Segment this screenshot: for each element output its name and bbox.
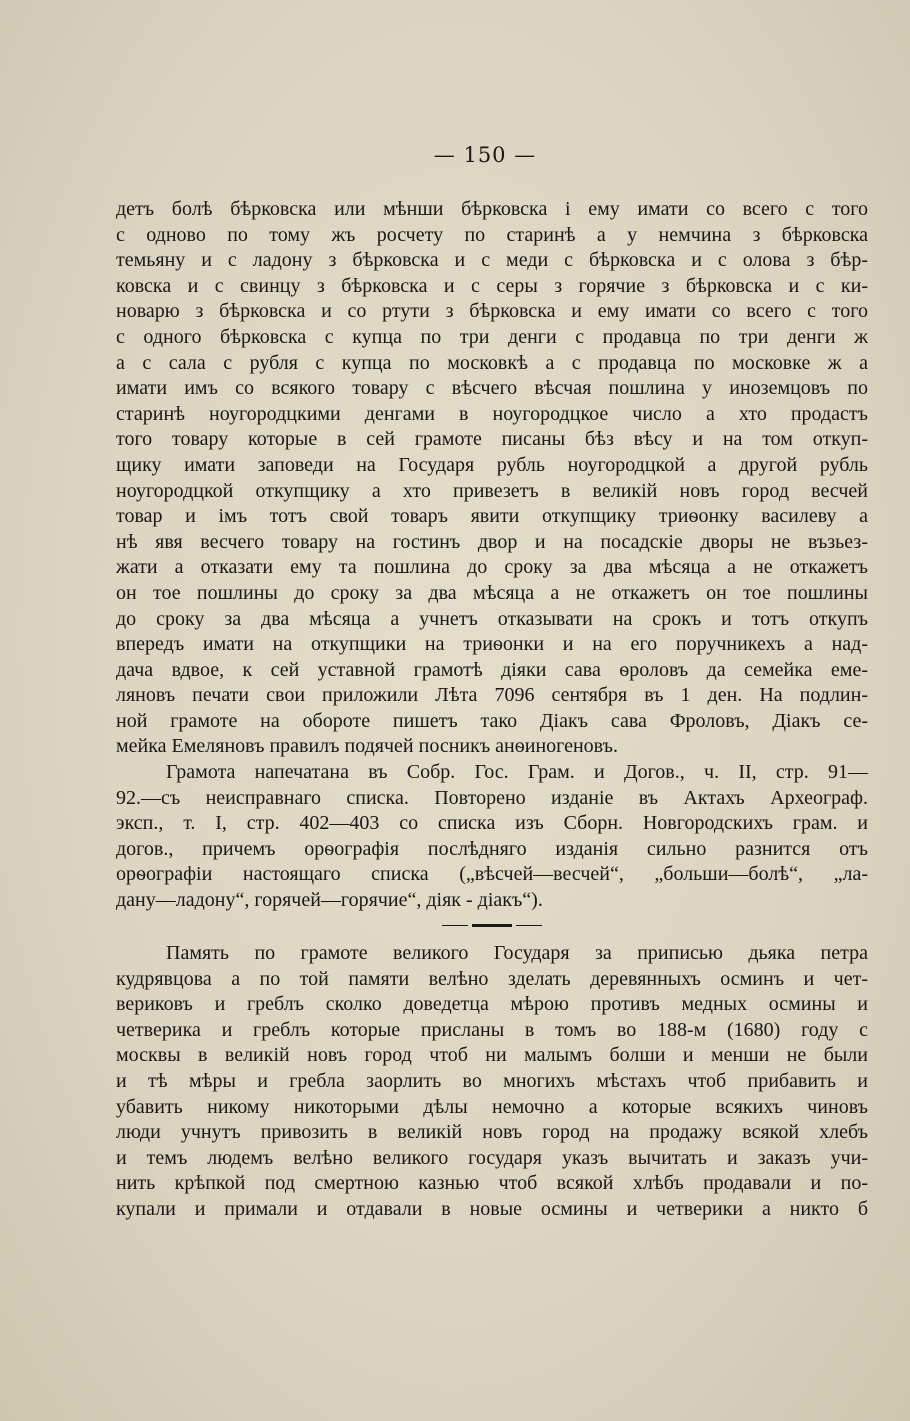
text-line: ковска и с свинцу з бѣрковска и с серы з горячие з бѣрковска и с ки-: [116, 274, 868, 297]
text-line: товар и імъ тотъ свой товаръ явити откупщику триѳонку василеву а: [116, 505, 868, 528]
text-line: жати а отказати ему та пошлина до сроку за два мѣсяца а не откажетъ: [116, 556, 868, 579]
text-line: имати имъ со всякого товару с вѣсчего вѣсчая пошлина у иноземцовъ по: [116, 377, 868, 400]
text-line: москвы в великій новъ город чтоб ни малымъ болши и менши не были: [116, 1044, 868, 1067]
text-line: догов., причемъ орѳографія послѣдняго изданія сильно разнится отъ: [116, 837, 868, 860]
text-block-memorandum: [116, 941, 868, 1223]
text-line: мейка Емеляновъ правилъ подячей посникъ анѳиногеновъ.: [116, 735, 618, 758]
text-line: он тое пошлины до сроку за два мѣсяца а не откажетъ он тое пошлины: [116, 581, 868, 604]
text-line: до сроку за два мѣсяца а учнетъ отказывати на срокъ и тотъ откупъ: [116, 607, 868, 630]
text-line: щику имати заповеди на Государя рубль ноугородцкой а другой рубль: [116, 453, 868, 476]
text-line: четверика и греблъ которые присланы в томъ во 188-м (1680) году с: [116, 1018, 868, 1041]
text-line: купали и примали и отдавали в новые осмины и четверики а никто б: [116, 1197, 868, 1220]
text-line: и темъ людемъ велѣно великого государя указъ вычитать и заказъ учи-: [116, 1146, 868, 1169]
text-line: дану—ладону“, горячей—горячие“, діяк - діакъ“).: [116, 889, 543, 912]
text-line: старинѣ ноугородцкими денгами в ноугородцкое число а хто продастъ: [116, 402, 868, 425]
text-line: Грамота напечатана въ Собр. Гос. Грам. и Догов., ч. II, стр. 91—: [166, 761, 868, 784]
text-line: нить крѣпкой под смертною казнью чтоб всякой хлѣбъ продавали и по-: [116, 1172, 868, 1195]
text-block-charter: [116, 197, 868, 914]
text-line: ноугородцкой откупщику а хто привезетъ в великій новъ город весчей: [116, 479, 868, 502]
text-line: эксп., т. I, стр. 402—403 со списка изъ Сборн. Новгородскихъ грам. и: [116, 812, 868, 835]
text-line: и тѣ мѣры и гребла заорлить во многихъ мѣстахъ чтоб прибавить и: [116, 1069, 868, 1092]
page-number: — 150 —: [433, 143, 537, 167]
text-line: люди учнутъ привозить в великій новъ город на продажу всякой хлебъ: [116, 1121, 868, 1144]
text-line: а с сала с рубля с купца по московкѣ а с продавца по московке ж а: [116, 351, 868, 374]
text-line: темьяну и с ладону з бѣрковска и с меди с бѣрковска и с олова з бѣр-: [116, 249, 868, 272]
text-line: убавить никому никоторыми дѣлы немочно а которые всякихъ чиновъ: [116, 1095, 868, 1118]
text-line: того товару которые в сей грамоте писаны бѣз вѣсу и на том откуп-: [116, 428, 868, 451]
text-line: нѣ явя весчего товару на гостинъ двор и на посадскіе дворы не възьез-: [116, 530, 868, 553]
text-line: Память по грамоте великого Государя за приписью дьяка петра: [166, 942, 868, 964]
text-line: ляновъ печати свои приложили Лѣта 7096 сентября въ 1 ден. На подлин-: [116, 684, 868, 707]
text-line: с одново по тому жъ росчету по старинѣ а у немчина з бѣрковска: [116, 223, 868, 246]
text-line: дача вдвое, к сей уставной грамотѣ діяки сава ѳроловъ да семейка еме-: [116, 658, 868, 681]
text-line: новарю з бѣрковска и со ртути з бѣрковска и ему имати со всего с того: [116, 300, 868, 323]
text-line: кудрявцова а по той памяти велѣно зделать деревянныхъ осминъ и чет-: [116, 967, 868, 990]
text-line: впередъ имати на откупщики на триѳонки и на его поручникехъ а над-: [116, 633, 868, 656]
text-line: детъ болѣ бѣрковска или мѣнши бѣрковска і ему имати со всего с того: [116, 198, 868, 220]
text-line: вериковъ и греблъ сколко доведетца мѣрою противъ медных осмины и: [116, 993, 868, 1016]
text-line: 92.—съ неисправнаго списка. Повторено изданіе въ Актахъ Археограф.: [116, 786, 868, 809]
text-line: с одного бѣрковска с купца по три денги с продавца по три денги ж: [116, 325, 868, 348]
section-separator: [442, 924, 542, 928]
text-line: орѳографіи настоящаго списка („вѣсчей—весчей“, „больши—болѣ“, „ла-: [116, 863, 868, 886]
text-line: ной грамоте на обороте пишетъ тако Діакъ сава Фроловъ, Діакъ се-: [116, 709, 868, 732]
